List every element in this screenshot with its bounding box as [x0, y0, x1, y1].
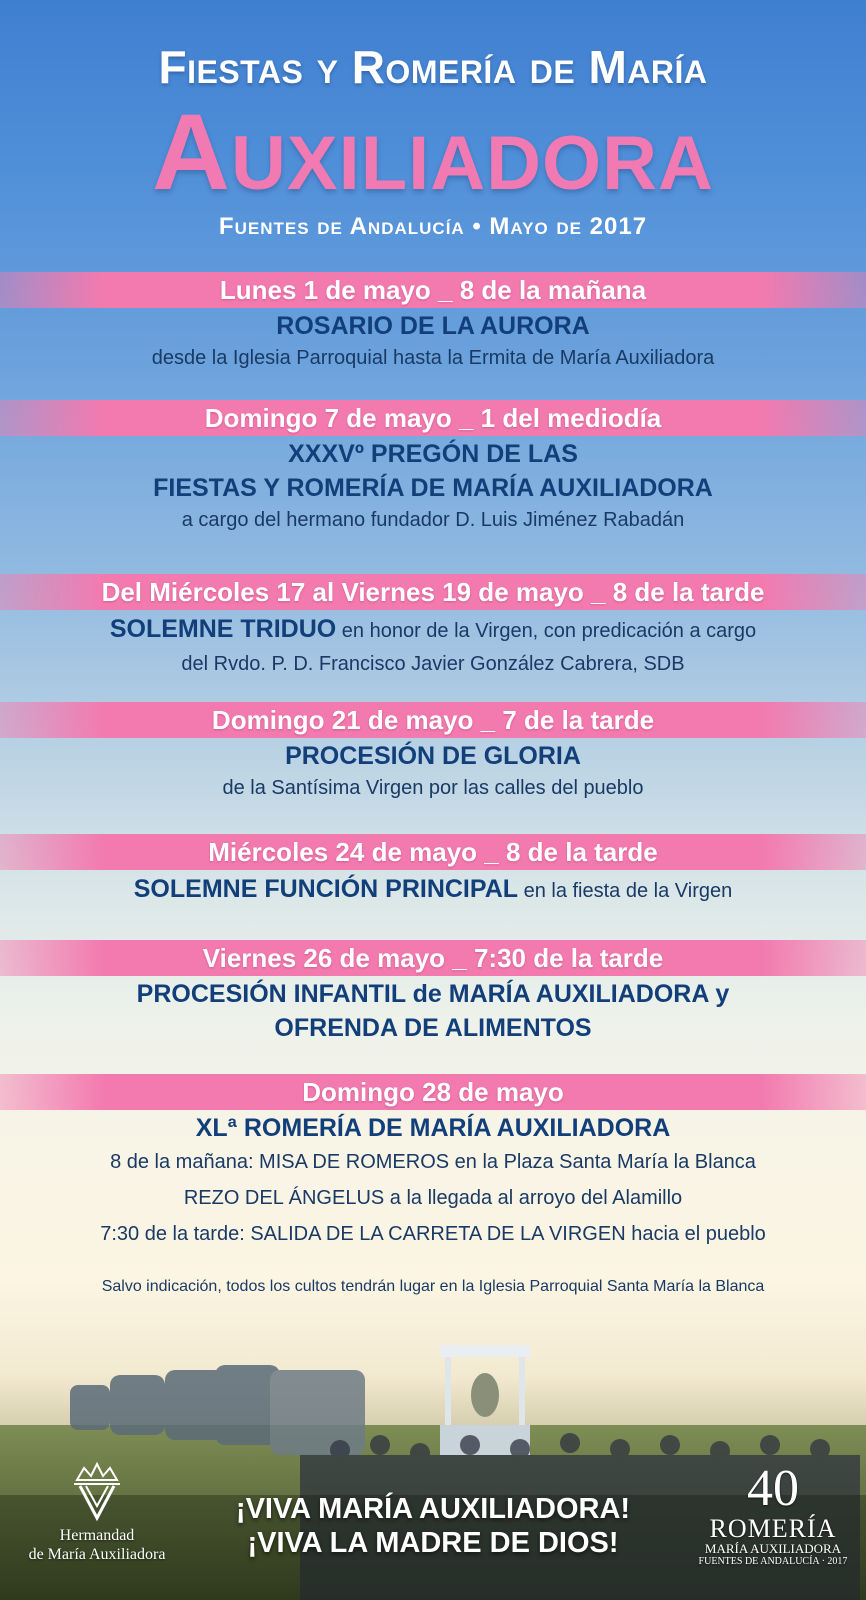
event-text-line2: del Rvdo. P. D. Francisco Javier González Cabrera, SDB [181, 653, 685, 675]
poster-header [0, 0, 866, 270]
title-top: Fiestas y Romería de María [158, 41, 708, 93]
event-date: Domingo 21 de mayo _ 7 de la tarde [0, 702, 866, 738]
footnote: Salvo indicación, todos los cultos tendrán lugar en la Iglesia Parroquial Santa María la Blanca [101, 1278, 765, 1295]
event-line3: 7:30 de la tarde: SALIDA DE LA CARRETA DE LA VIRGEN hacia el pueblo [100, 1223, 766, 1245]
event-title-line1: XXXVº PREGÓN DE LAS [288, 440, 578, 468]
romeria-logo-line3: FUENTES DE ANDALUCÍA · 2017 [698, 1556, 848, 1567]
hermandad-line1: Hermandad [59, 1527, 135, 1544]
event-funcion-principal [0, 834, 866, 908]
event-text: en la fiesta de la Virgen [523, 880, 733, 902]
event-date: Viernes 26 de mayo _ 7:30 de la tarde [0, 940, 866, 976]
event-date: Miércoles 24 de mayo _ 8 de la tarde [0, 834, 866, 870]
event-date: Lunes 1 de mayo _ 8 de la mañana [0, 272, 866, 308]
event-line1: 8 de la mañana: MISA DE ROMEROS en la Plaza Santa María la Blanca [110, 1151, 756, 1173]
title-subtitle: Fuentes de Andalucía • Mayo de 2017 [218, 213, 648, 240]
event-title-line1: PROCESIÓN INFANTIL de MARÍA AUXILIADORA y [136, 980, 730, 1008]
event-rosario [0, 272, 866, 374]
event-title: ROSARIO DE LA AURORA [276, 312, 590, 340]
event-date: Domingo 28 de mayo [0, 1074, 866, 1110]
event-title-line2: OFRENDA DE ALIMENTOS [274, 1014, 592, 1042]
viva-slogan [150, 1492, 716, 1560]
event-text: de la Santísima Virgen por las calles del pueblo [222, 777, 644, 799]
event-triduo [0, 574, 866, 680]
event-romeria [0, 1074, 866, 1252]
event-procesion-infantil [0, 940, 866, 1044]
crown-monogram-icon [62, 1462, 132, 1522]
event-text: en honor de la Virgen, con predicación a cargo [341, 620, 757, 642]
romeria-logo-line2: MARÍA AUXILIADORA [704, 1541, 842, 1556]
romeria-40-logo [698, 1462, 848, 1568]
event-procesion-gloria [0, 702, 866, 804]
event-line2: REZO DEL ÁNGELUS a la llegada al arroyo del Alamillo [183, 1187, 683, 1209]
event-title: XLª ROMERÍA DE MARÍA AUXILIADORA [195, 1114, 671, 1142]
carreta [440, 1345, 530, 1455]
event-text: a cargo del hermano fundador D. Luis Jiménez Rabadán [181, 509, 685, 531]
event-pregon [0, 400, 866, 536]
viva-line2: ¡VIVA LA MADRE DE DIOS! [247, 1527, 619, 1559]
event-title: PROCESIÓN DE GLORIA [285, 742, 581, 770]
event-date: Del Miércoles 17 al Viernes 19 de mayo _ 8 de la tarde [0, 574, 866, 610]
event-date: Domingo 7 de mayo _ 1 del mediodía [0, 400, 866, 436]
event-line1 [0, 612, 866, 648]
hermandad-line2: de María Auxiliadora [28, 1546, 166, 1563]
romeria-logo-line1: ROMERÍA [709, 1514, 837, 1543]
event-title-line2: FIESTAS Y ROMERÍA DE MARÍA AUXILIADORA [153, 474, 713, 502]
anniversary-number: 40 [747, 1460, 799, 1517]
event-text: desde la Iglesia Parroquial hasta la Ermita de María Auxiliadora [151, 347, 715, 369]
title-main: Auxiliadora [152, 91, 714, 212]
viva-line1: ¡VIVA MARÍA AUXILIADORA! [235, 1493, 631, 1525]
event-line1 [0, 872, 866, 908]
event-title: SOLEMNE TRIDUO [109, 615, 337, 643]
event-title: SOLEMNE FUNCIÓN PRINCIPAL [133, 875, 519, 903]
